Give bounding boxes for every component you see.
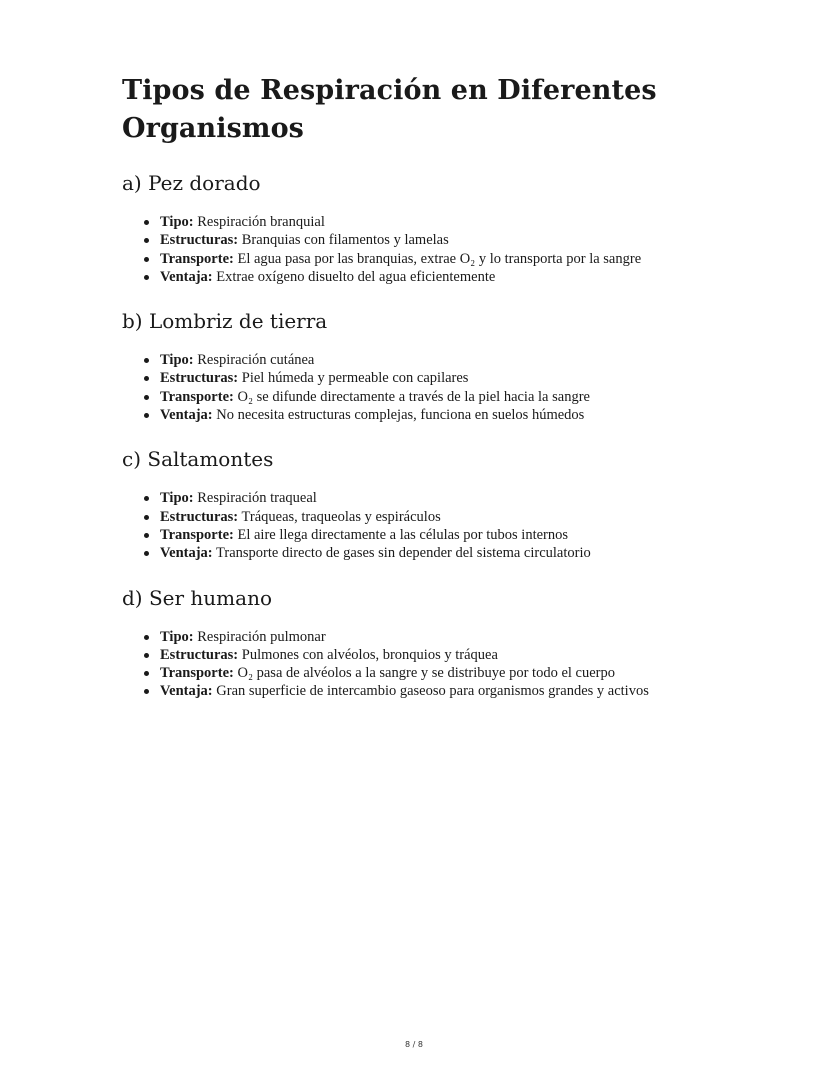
item-label: Transporte: [160, 250, 234, 267]
section-heading: c) Saltamontes [122, 447, 274, 472]
list-item [160, 544, 722, 562]
bullet-icon [144, 653, 149, 658]
item-label: Estructuras: [160, 370, 239, 387]
list-item [160, 664, 722, 682]
list-item [160, 508, 722, 526]
list-item [160, 628, 722, 646]
item-label: Estructuras: [160, 508, 239, 525]
list-item [160, 388, 722, 406]
item-label: Ventaja: [160, 407, 213, 424]
list-item [160, 526, 722, 544]
section-list [122, 628, 722, 701]
section-heading: d) Ser humano [122, 585, 272, 610]
item-text: Gran superficie de intercambio gaseoso para organismos grandes y activos [216, 683, 649, 700]
bullet-icon [144, 689, 149, 694]
list-item [160, 231, 722, 249]
list-item [160, 268, 722, 286]
item-text: O₂ se difunde directamente a través de la piel hacia la sangre [237, 388, 590, 405]
item-label: Tipo: [160, 214, 194, 230]
list-item [160, 406, 722, 424]
item-text: Piel húmeda y permeable con capilares [241, 370, 469, 387]
item-label: Tipo: [160, 628, 194, 645]
list-item [160, 489, 722, 507]
item-label: Ventaja: [160, 545, 213, 562]
list-item [160, 250, 722, 268]
item-label: Transporte: [160, 526, 234, 543]
document-content [122, 72, 722, 701]
list-item [160, 351, 722, 369]
item-label: Transporte: [160, 665, 234, 682]
bullet-icon [144, 220, 149, 225]
bullet-icon [144, 238, 149, 243]
item-text: Respiración pulmonar [197, 628, 326, 645]
sections-container [122, 167, 722, 701]
section-list [122, 213, 722, 286]
bullet-icon [144, 395, 149, 400]
bullet-icon [144, 257, 149, 262]
item-text: Respiración branquial [197, 214, 325, 230]
bullet-icon [144, 358, 149, 363]
item-label: Estructuras: [160, 646, 239, 663]
item-text: O₂ pasa de alvéolos a la sangre y se distribuye por todo el cuerpo [237, 665, 615, 682]
item-label: Tipo: [160, 490, 194, 507]
list-item [160, 682, 722, 700]
item-text: No necesita estructuras complejas, funciona en suelos húmedos [216, 407, 585, 424]
item-label: Tipo: [160, 352, 194, 369]
section-list [122, 351, 722, 424]
item-label: Ventaja: [160, 268, 213, 285]
bullet-icon [144, 496, 149, 501]
bullet-icon [144, 635, 149, 640]
item-text: Branquias con filamentos y lamelas [241, 232, 449, 249]
bullet-icon [144, 275, 149, 280]
item-text: El aire llega directamente a las células por tubos internos [237, 526, 569, 543]
section-heading: b) Lombriz de tierra [122, 309, 328, 334]
item-label: Transporte: [160, 388, 234, 405]
list-item [160, 646, 722, 664]
bullet-icon [144, 376, 149, 381]
section-list [122, 489, 722, 562]
item-label: Ventaja: [160, 683, 213, 700]
item-text: Tráqueas, traqueolas y espiráculos [241, 508, 441, 525]
item-text: El agua pasa por las branquias, extrae O₂ y lo transporta por la sangre [237, 250, 642, 267]
page-title: Tipos de Respiración en Diferentes Organismos [122, 75, 657, 144]
bullet-icon [144, 551, 149, 556]
bullet-icon [144, 515, 149, 520]
item-text: Pulmones con alvéolos, bronquios y tráquea [241, 646, 498, 663]
list-item [160, 213, 722, 231]
item-text: Respiración traqueal [197, 490, 317, 507]
item-text: Respiración cutánea [197, 352, 315, 369]
bullet-icon [144, 533, 149, 538]
item-label: Estructuras: [160, 232, 239, 249]
bullet-icon [144, 671, 149, 676]
bullet-icon [144, 413, 149, 418]
item-text: Transporte directo de gases sin depender del sistema circulatorio [216, 545, 591, 562]
item-text: Extrae oxígeno disuelto del agua eficientemente [216, 268, 496, 285]
list-item [160, 369, 722, 387]
section-heading: a) Pez dorado [122, 171, 261, 195]
page-number: 8 / 8 [405, 1040, 423, 1049]
